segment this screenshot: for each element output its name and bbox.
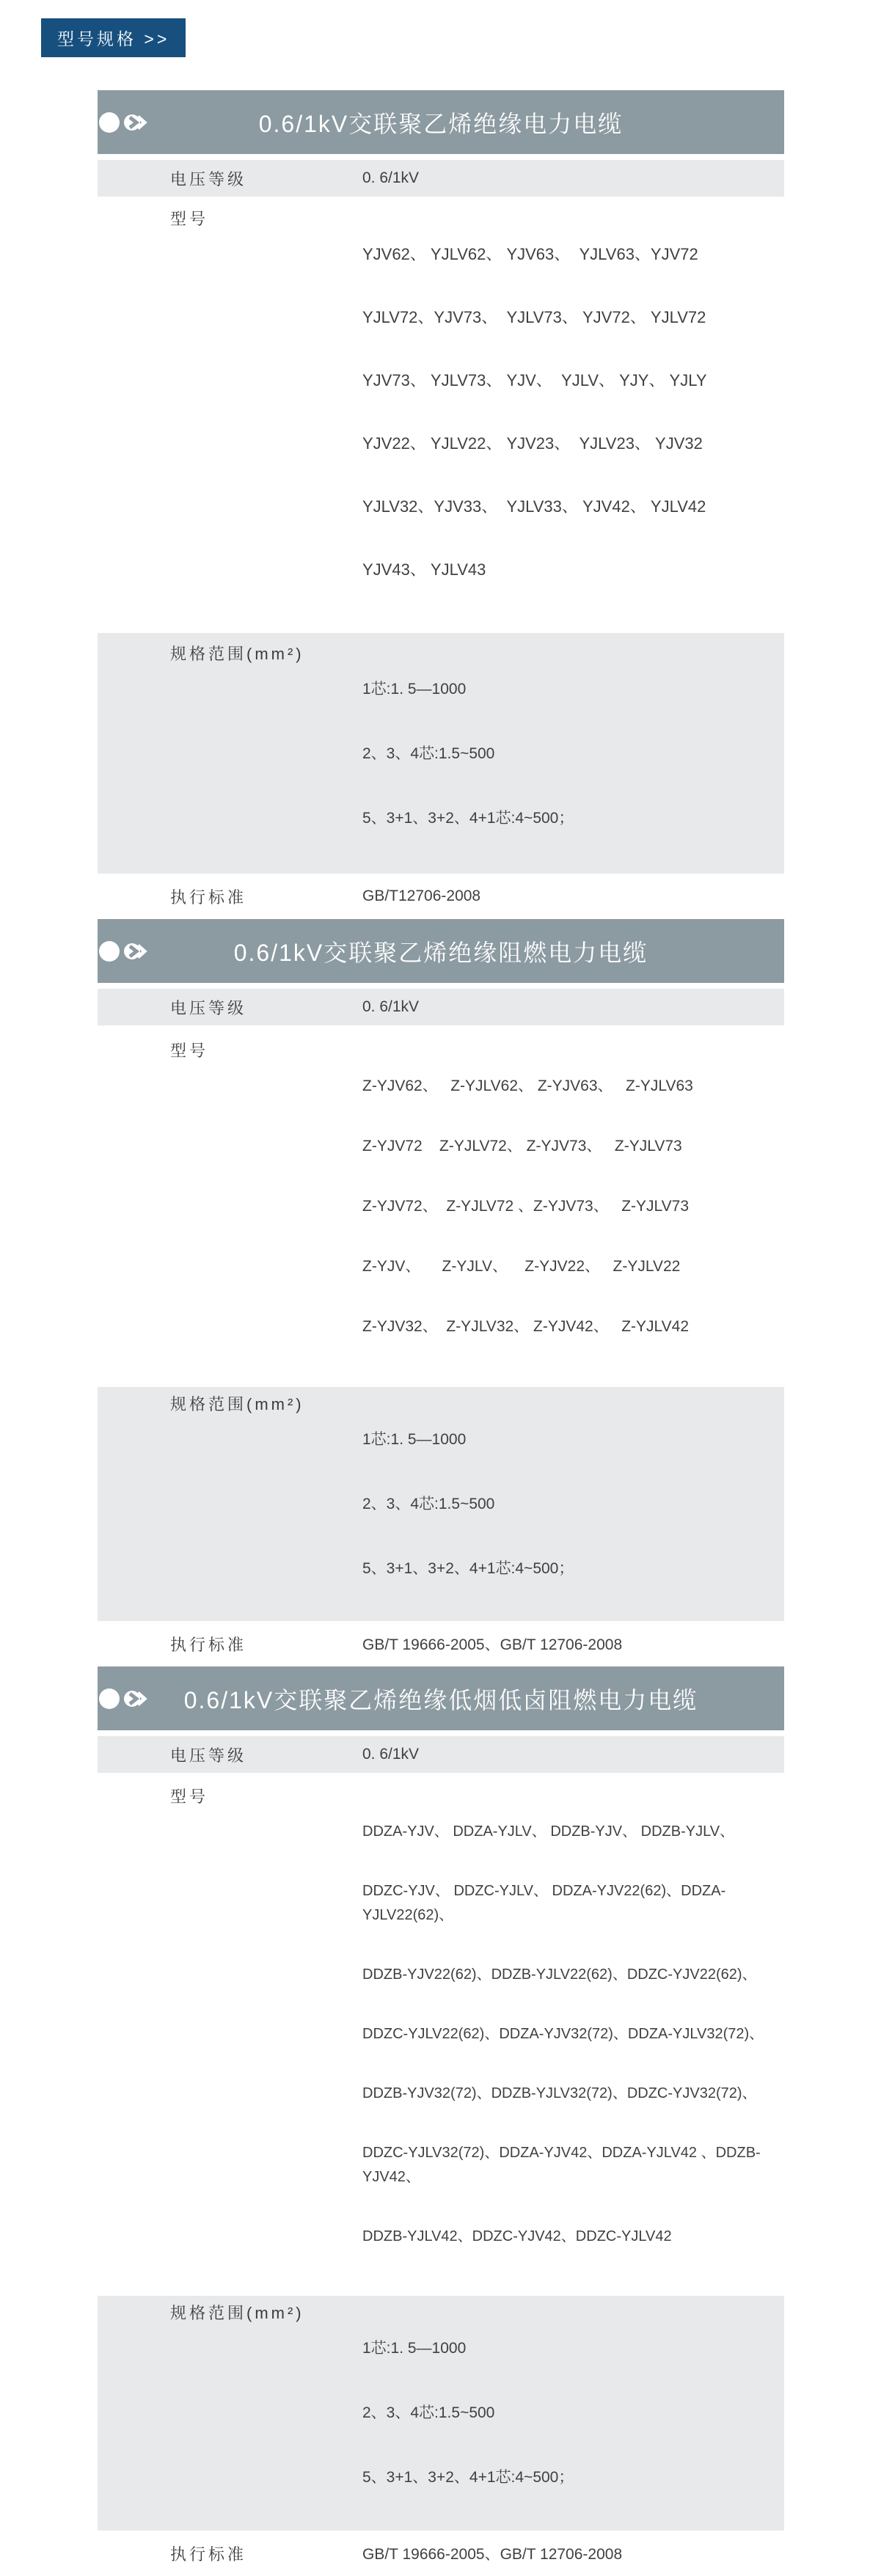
voltage-row: [98, 1736, 784, 1773]
standard-label: 执行标准: [170, 888, 247, 907]
arrow-icon: [124, 112, 147, 133]
standard-value: GB/T 19666-2005、GB/T 12706-2008: [362, 2546, 623, 2563]
spec-line: 5、3+1、3+2、4+1芯:4~500；: [362, 810, 574, 827]
section-title: 0.6/1kV交联聚乙烯绝缘阻燃电力电缆: [233, 939, 648, 966]
model-line: YJLV72、YJV73、 YJLV73、 YJV72、 YJLV72: [362, 308, 706, 326]
section-title: 0.6/1kV交联聚乙烯绝缘电力电缆: [258, 110, 624, 137]
voltage-row: [98, 160, 784, 197]
standard-row: [98, 2531, 784, 2576]
model-line: DDZB-YJV22(62)、DDZB-YJLV22(62)、DDZC-YJV22(62)、: [362, 1966, 757, 1983]
page-badge: 型号规格 >>: [41, 18, 186, 57]
standard-row: [98, 1621, 784, 1666]
model-line: DDZB-YJV32(72)、DDZB-YJLV32(72)、DDZC-YJV32(72)、: [362, 2085, 757, 2101]
standard-label: 执行标准: [170, 1635, 247, 1654]
dot-icon: [99, 1688, 120, 1709]
model-line: Z-YJV32、 Z-YJLV32、 Z-YJV42、 Z-YJLV42: [362, 1318, 690, 1335]
spec-row: [98, 2296, 784, 2531]
spec-line: 2、3、4芯:1.5~500: [362, 745, 495, 762]
model-line: YJV62、 YJLV62、 YJV63、 YJLV63、YJV72: [362, 245, 698, 263]
spec-row: [98, 633, 784, 874]
section-xlpe-power-cable: [98, 90, 784, 919]
spec-value: [362, 640, 784, 868]
section-header: [98, 1666, 784, 1730]
models-value: [362, 1785, 784, 2284]
models-row: [98, 1025, 784, 1387]
section-low-smoke-low-halogen-cable: [98, 1666, 784, 2576]
spec-label: 规格范围(mm²): [170, 2304, 304, 2322]
voltage-value: 0. 6/1kV: [362, 1746, 420, 1763]
model-line: YJV22、 YJLV22、 YJV23、 YJLV23、 YJV32: [362, 434, 703, 453]
section-flame-retardant-cable: [98, 919, 784, 1666]
models-row: [98, 197, 784, 633]
spec-line: 1芯:1. 5—1000: [362, 1431, 467, 1448]
models-row: [98, 1773, 784, 2296]
spec-line: 2、3、4芯:1.5~500: [362, 1496, 495, 1512]
models-label: 型号: [170, 210, 209, 228]
spec-label: 规格范围(mm²): [170, 1395, 304, 1413]
standard-row: [98, 874, 784, 919]
spec-line: 5、3+1、3+2、4+1芯:4~500；: [362, 1560, 574, 1577]
voltage-label: 电压等级: [170, 998, 247, 1017]
voltage-row: [98, 989, 784, 1025]
model-line: DDZC-YJV、 DDZC-YJLV、 DDZA-YJV22(62)、DDZA-YJLV22(62)、: [362, 1883, 726, 1923]
model-line: DDZA-YJV、 DDZA-YJLV、 DDZB-YJV、 DDZB-YJLV、: [362, 1823, 735, 1840]
dot-icon: [99, 112, 120, 133]
spec-label: 规格范围(mm²): [170, 645, 304, 663]
spec-line: 1芯:1. 5—1000: [362, 681, 467, 698]
model-line: DDZB-YJLV42、DDZC-YJV42、DDZC-YJLV42: [362, 2228, 672, 2244]
arrow-icon: [124, 941, 147, 962]
model-line: DDZC-YJLV22(62)、DDZA-YJV32(72)、DDZA-YJLV32(72)、: [362, 2026, 764, 2042]
spec-row: [98, 1387, 784, 1621]
spec-line: 2、3、4芯:1.5~500: [362, 2404, 495, 2421]
arrow-icon: [124, 1688, 147, 1709]
section-title: 0.6/1kV交联聚乙烯绝缘低烟低卤阻燃电力电缆: [183, 1686, 698, 1713]
spec-value: [362, 1390, 784, 1619]
voltage-value: 0. 6/1kV: [362, 998, 420, 1015]
content-column: [98, 90, 784, 2576]
models-label: 型号: [170, 1788, 209, 1806]
model-line: Z-YJV72 Z-YJLV72、 Z-YJV73、 Z-YJLV73: [362, 1138, 682, 1155]
spec-line: 5、3+1、3+2、4+1芯:4~500；: [362, 2469, 574, 2486]
voltage-value: 0. 6/1kV: [362, 169, 420, 186]
voltage-label: 电压等级: [170, 1746, 247, 1765]
model-line: YJLV32、YJV33、 YJLV33、 YJV42、 YJLV42: [362, 497, 706, 516]
standard-value: GB/T 19666-2005、GB/T 12706-2008: [362, 1636, 623, 1653]
spec-value: [362, 2299, 784, 2528]
dot-icon: [99, 941, 120, 962]
models-label: 型号: [170, 1042, 209, 1060]
models-value: [362, 205, 784, 619]
model-line: YJV43、 YJLV43: [362, 560, 486, 579]
section-header: [98, 90, 784, 154]
model-line: DDZC-YJLV32(72)、DDZA-YJV42、DDZA-YJLV42 、DDZB-YJV42、: [362, 2145, 761, 2185]
spec-line: 1芯:1. 5—1000: [362, 2340, 467, 2357]
model-line: Z-YJV72、 Z-YJLV72 、Z-YJV73、 Z-YJLV73: [362, 1198, 690, 1215]
model-line: YJV73、 YJLV73、 YJV、 YJLV、 YJY、 YJLY: [362, 371, 707, 389]
models-value: [362, 1039, 784, 1375]
voltage-label: 电压等级: [170, 169, 247, 189]
model-line: Z-YJV62、 Z-YJLV62、 Z-YJV63、 Z-YJLV63: [362, 1077, 693, 1094]
standard-value: GB/T12706-2008: [362, 888, 481, 904]
section-header: [98, 919, 784, 983]
standard-label: 执行标准: [170, 2544, 247, 2564]
model-line: Z-YJV、 Z-YJLV、 Z-YJV22、 Z-YJLV22: [362, 1258, 681, 1275]
